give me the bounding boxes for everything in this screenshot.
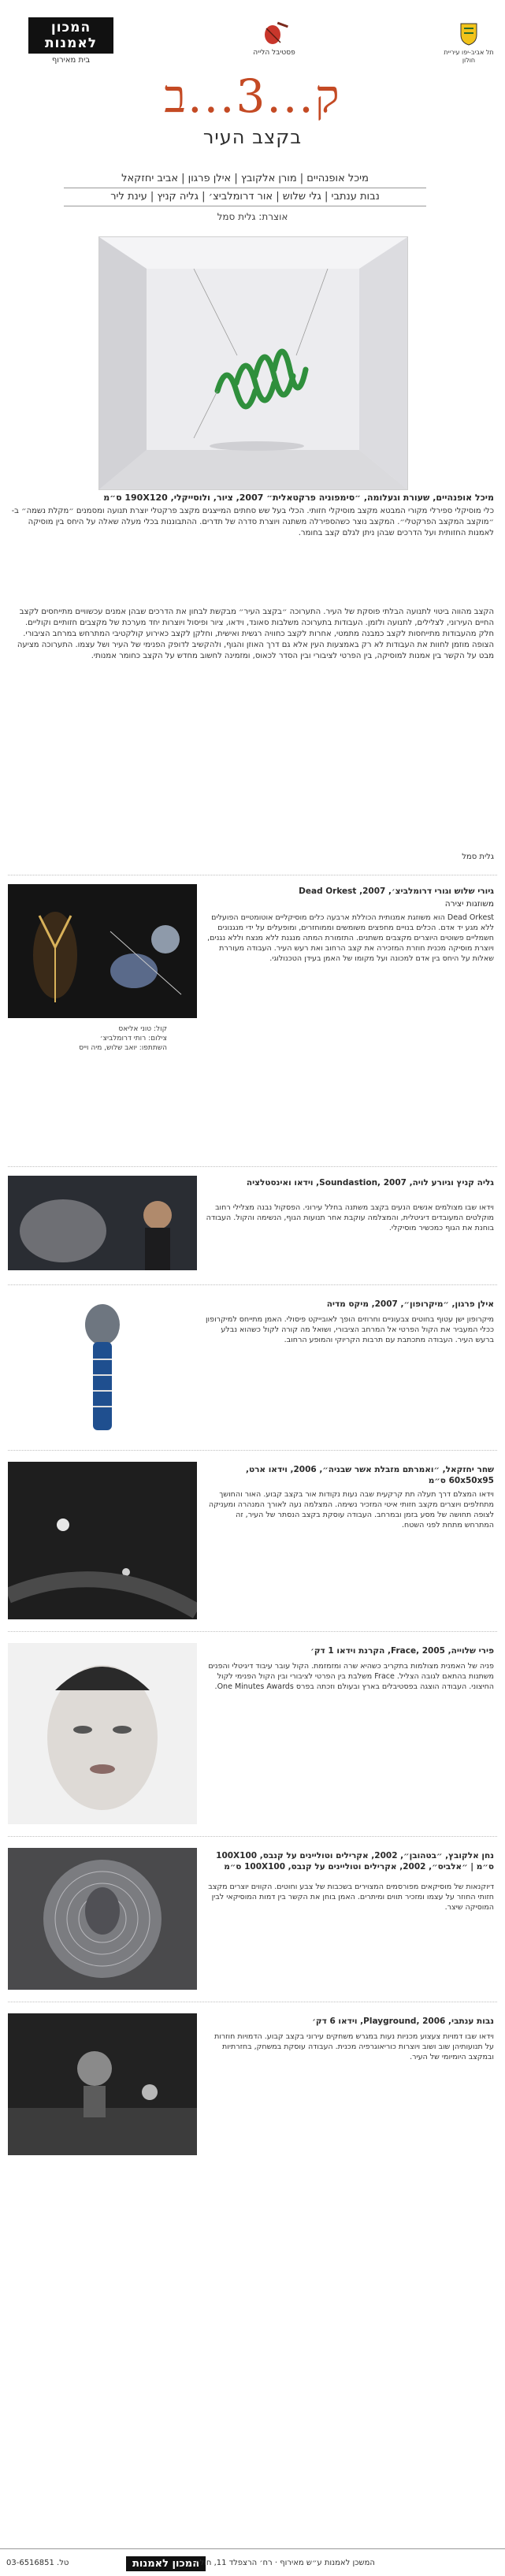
entry-title: פירי שלוייה, Frace, 2005, הקרנת וידאו 1 דק׳	[310, 1646, 494, 1656]
installation-photo	[98, 236, 408, 490]
entry-text: מיקרופון ישן עטוף בחוטים צבעוניים וחרוזים הופך לאובייקט פיסולי. האמן מתייחס למיקרופון ככלי המעביר את הקול הפרטי אל המרחב הציבורי, ושואל מה קורה לקול כשהוא נבלע ברעש העיר. העבודה מתכתבת עם תרבות הקריוקי והמופע הרחוב.	[205, 1315, 494, 1344]
violin-icon	[257, 20, 291, 46]
footer	[0, 2548, 505, 2576]
entry-text: פניה של האמנית מצולמות בתקריב כשהיא שרה ומזמזמת. הקול עובר עיבוד דיגיטלי והפנים משתנות בהתאם לגובה הצליל. Frace משלבת בין הפרטי לציבורי ובין הקול הפנימי לקול החיצוני. העבודה הוצגה בפסטיבלים בארץ ובעולם וזכתה בפרס One Minutes Awards.	[208, 1662, 494, 1691]
playground-image	[8, 2013, 197, 2155]
entry-text: וידאו המצלם דרך תעלה תת קרקעית שבה נעות נקודות אור בקצב קבוע. האור והחושך מתחלפים ויוצרים מקצב חזותי איטי המזכיר נשימה. המצלמה נעה לאורך המנהרה ומעניקה לצופה תחושה של מסע בזמן ובמרחב. העבודה עוסקת בקצב הנסתר של העיר, זה המתרחש מתחת לפני השטח.	[208, 1490, 494, 1530]
spiral-sculpture-image	[99, 237, 407, 489]
entry-text: דיוקנאות של מוסיקאים מפורסמים המצוירים בשכבות של צבע וחוטים. הקווים יוצרים מקצב חזותי החוזר על עצמו ומזכיר תווים ומיתרים. האמן בוחן את הקשר בין דמות המוסיקאי לבין המוסיקה שיצר.	[208, 1883, 494, 1912]
festival-caption: פסטיבל הלייה	[253, 49, 295, 57]
exhibition-subtitle: בקצב העיר	[202, 126, 303, 148]
shield-icon	[459, 22, 478, 46]
artists-list	[64, 170, 426, 206]
footer-logo: המכון לאמנות	[126, 2556, 206, 2571]
footer-address: המשכן לאמנות ע״ש מאירוף · רח׳ הרצפלד 11, חולון	[195, 2559, 375, 2567]
divider	[8, 1450, 497, 1451]
soundastion-image	[8, 1176, 197, 1270]
festival-logo	[246, 20, 303, 57]
header	[0, 8, 505, 71]
portrait-photo	[8, 1848, 197, 1990]
main-description: כלי מוסיקלי ספירלי מקורי המבטא מקצב מוסיקלי חזותי. הכלי בעל שש סחתים המייצגים מקצב פרקטלי יוצרת תנועה ומסמנים ״מקלת נשמה״ ב- ״מוקצב המקצב הפרקטלי״. המקצב נוצר כשהספירלה משתנה ויוצרת סדרה של תדרים. ההתבוננות בכלי מעלה שאלה על היחס בין מוסיקה לאמנות החזותית ועל הדרכים שבהן ניתן לגלם קצב בחומר.	[11, 507, 494, 537]
dead-orkest-image	[8, 884, 197, 1018]
frace-photo	[8, 1643, 197, 1824]
portrait-image	[8, 1848, 197, 1990]
tel-aviv-caption: תל אביב-יפו עיריית חולון	[444, 49, 494, 64]
main-caption: מיכל אופנהיים, שעורת וגעלומה, ״סימפוניה פרקטאלית״ 2007, ציור, ולוסייקלי, 190X120 ס״מ	[103, 493, 494, 503]
curatorial-text: הקצב מהווה ביטוי לתנועה הבלתי פוסקת של העיר. התערוכה ״בקצב העיר״ מבקשת לבחון את הדרכים שבהן אמנים עכשוויים מתייחסים לקצב החיים העירוני, לצלילים, לתנועה ולזמן. העבודות בתערוכה משלבות סאונד, וידאו, ציור ופיסול ויוצרות יחד מערכת של מקצבים חזותיים וקוליים. חלק מהעבודות מתייחסות לקצב כמבנה מתמטי, אחרות לקצב כחוויה רגשית ואישית, וחלקן לקצב כאירוע קולקטיבי המתרחש במרחב הציבורי. הצופה מוזמן לחוות את העבודות לא רק באמצעות העין אלא גם דרך האוזן והגוף, ולהקשיב לדופק הפנימי של העיר ושל עצמו. התערוכה מציעה מבט על הקשר בין אמנות למוסיקה, בין הפרטי לציבורי ובין הסדר לכאוס, ומזמינה לחשוב מחדש על הקצב כחומר אמנותי.	[17, 608, 494, 660]
artists-line-1: מיכל אופנהיים | מורן אלקובץ | אילן פרגון | אביב יחזקאל	[64, 170, 426, 188]
tunnel-photo	[8, 1462, 197, 1619]
entry-subtitle: משוזגות יצירה	[444, 899, 494, 909]
frace-image	[8, 1643, 197, 1824]
curator-signature: גלית סמל	[462, 853, 494, 861]
soundastion-photo	[8, 1176, 197, 1270]
playground-photo	[8, 2013, 197, 2155]
entry-title: שחר יחזקאל, ״ואמרתם מזבלת אשר שבניה״, 2006, וידאו ארט, 60x50x95 ס״מ	[245, 1465, 494, 1485]
tunnel-image	[8, 1462, 197, 1619]
entry-credit: קול: טוני אליאס צילום: רותי דרומלביצ׳ השתתפו: יואב שלוש, מיה וייס	[79, 1025, 167, 1052]
entry-title: גליה קניץ וגיורע לויה, Soundastion, 2007, וידאו ואינסטלציה	[246, 1178, 494, 1188]
entry-title: נבות ענתבי, Playground, 2006, וידאו 6 דק׳	[312, 2017, 494, 2026]
exhibition-title: ק...3...ב	[164, 69, 341, 123]
dead-orkest-photo	[8, 884, 197, 1018]
museum-logo-text: המכון לאמנות	[28, 17, 113, 54]
divider	[8, 1631, 497, 1632]
divider	[8, 1166, 497, 1167]
entry-text: וידאו שבו דמויות צעצוע מכניות נעות במגרש משחקים עירוני בקצב קבוע. הדמויות חוזרות על תנועותיהן שוב ושוב ויוצרות כוריאוגרפיה מכנית. העבודה עוסקת במשחק, בחזרתיות ובמקצב היומיומי של העיר.	[214, 2032, 494, 2061]
microphone-photo	[8, 1296, 197, 1438]
divider	[8, 1284, 497, 1285]
microphone-image	[8, 1296, 197, 1438]
museum-logo	[28, 17, 113, 65]
entry-title: גיורי שלוש וגורי דרומלביצ׳, 2007, Dead Orkest	[299, 887, 494, 896]
footer-phone: טל. 03-6516851	[6, 2559, 69, 2567]
tel-aviv-logo	[444, 22, 494, 64]
entry-text: וידאו שבו מצולמים אנשים הנעים בקצב משתנה בחלל עירוני. הפסקול נבנה מצלילי רחוב מוקלטים המעובדים דיגיטלית, והמצלמה עוקבת אחר תנועות הגוף, הנשימה והקול. העבודה בוחנת את הגוף כמכשיר מוסיקלי.	[206, 1203, 494, 1232]
artists-line-2: נבות ענתבי | גלי שלוש | אור דרומלביצ׳ | גליה קניץ | עינת ליר	[64, 188, 426, 206]
curator-credit: אוצרת: גלית סמל	[217, 211, 288, 222]
divider	[8, 1836, 497, 1837]
entry-text: Dead Orkest הוא משוזגת אמנותית הכוללת ארבעה כלים מוסיקליים אוטומטיים הפועלים ללא מגע יד אדם. הכלים בנויים מחפצים משומשים וממוחזרים, ומופעלים על ידי מנגנונים חשמליים פשוטים היוצרים מקצבים משתנים. התזמורת המתה מנגנת ללא מנצח וללא נגנים, ויוצרת מוסיקה מכנית חוזרת המזכירה את קצב הרחוב ואת רעש העיר. העבודה מעוררת שאלות על היחס בין אדם למכונה ועל מקומו של האמן בעידן הטכנולוגי.	[207, 913, 494, 963]
entry-title: אילן פרגון, ״מיקרופון״, 2007, מיקס מדיה	[326, 1299, 494, 1309]
museum-logo-sub: בית מאירוף	[51, 56, 91, 65]
entry-title: נחן אלקובץ, ״בטהובן״, 2002, אקרילים וטוליינים על קנבס, 100X100 ס״מ | ״אלביס״, 2002, אקרילים וטוליינים על קנבס, 100X100 ס״מ	[216, 1851, 494, 1872]
